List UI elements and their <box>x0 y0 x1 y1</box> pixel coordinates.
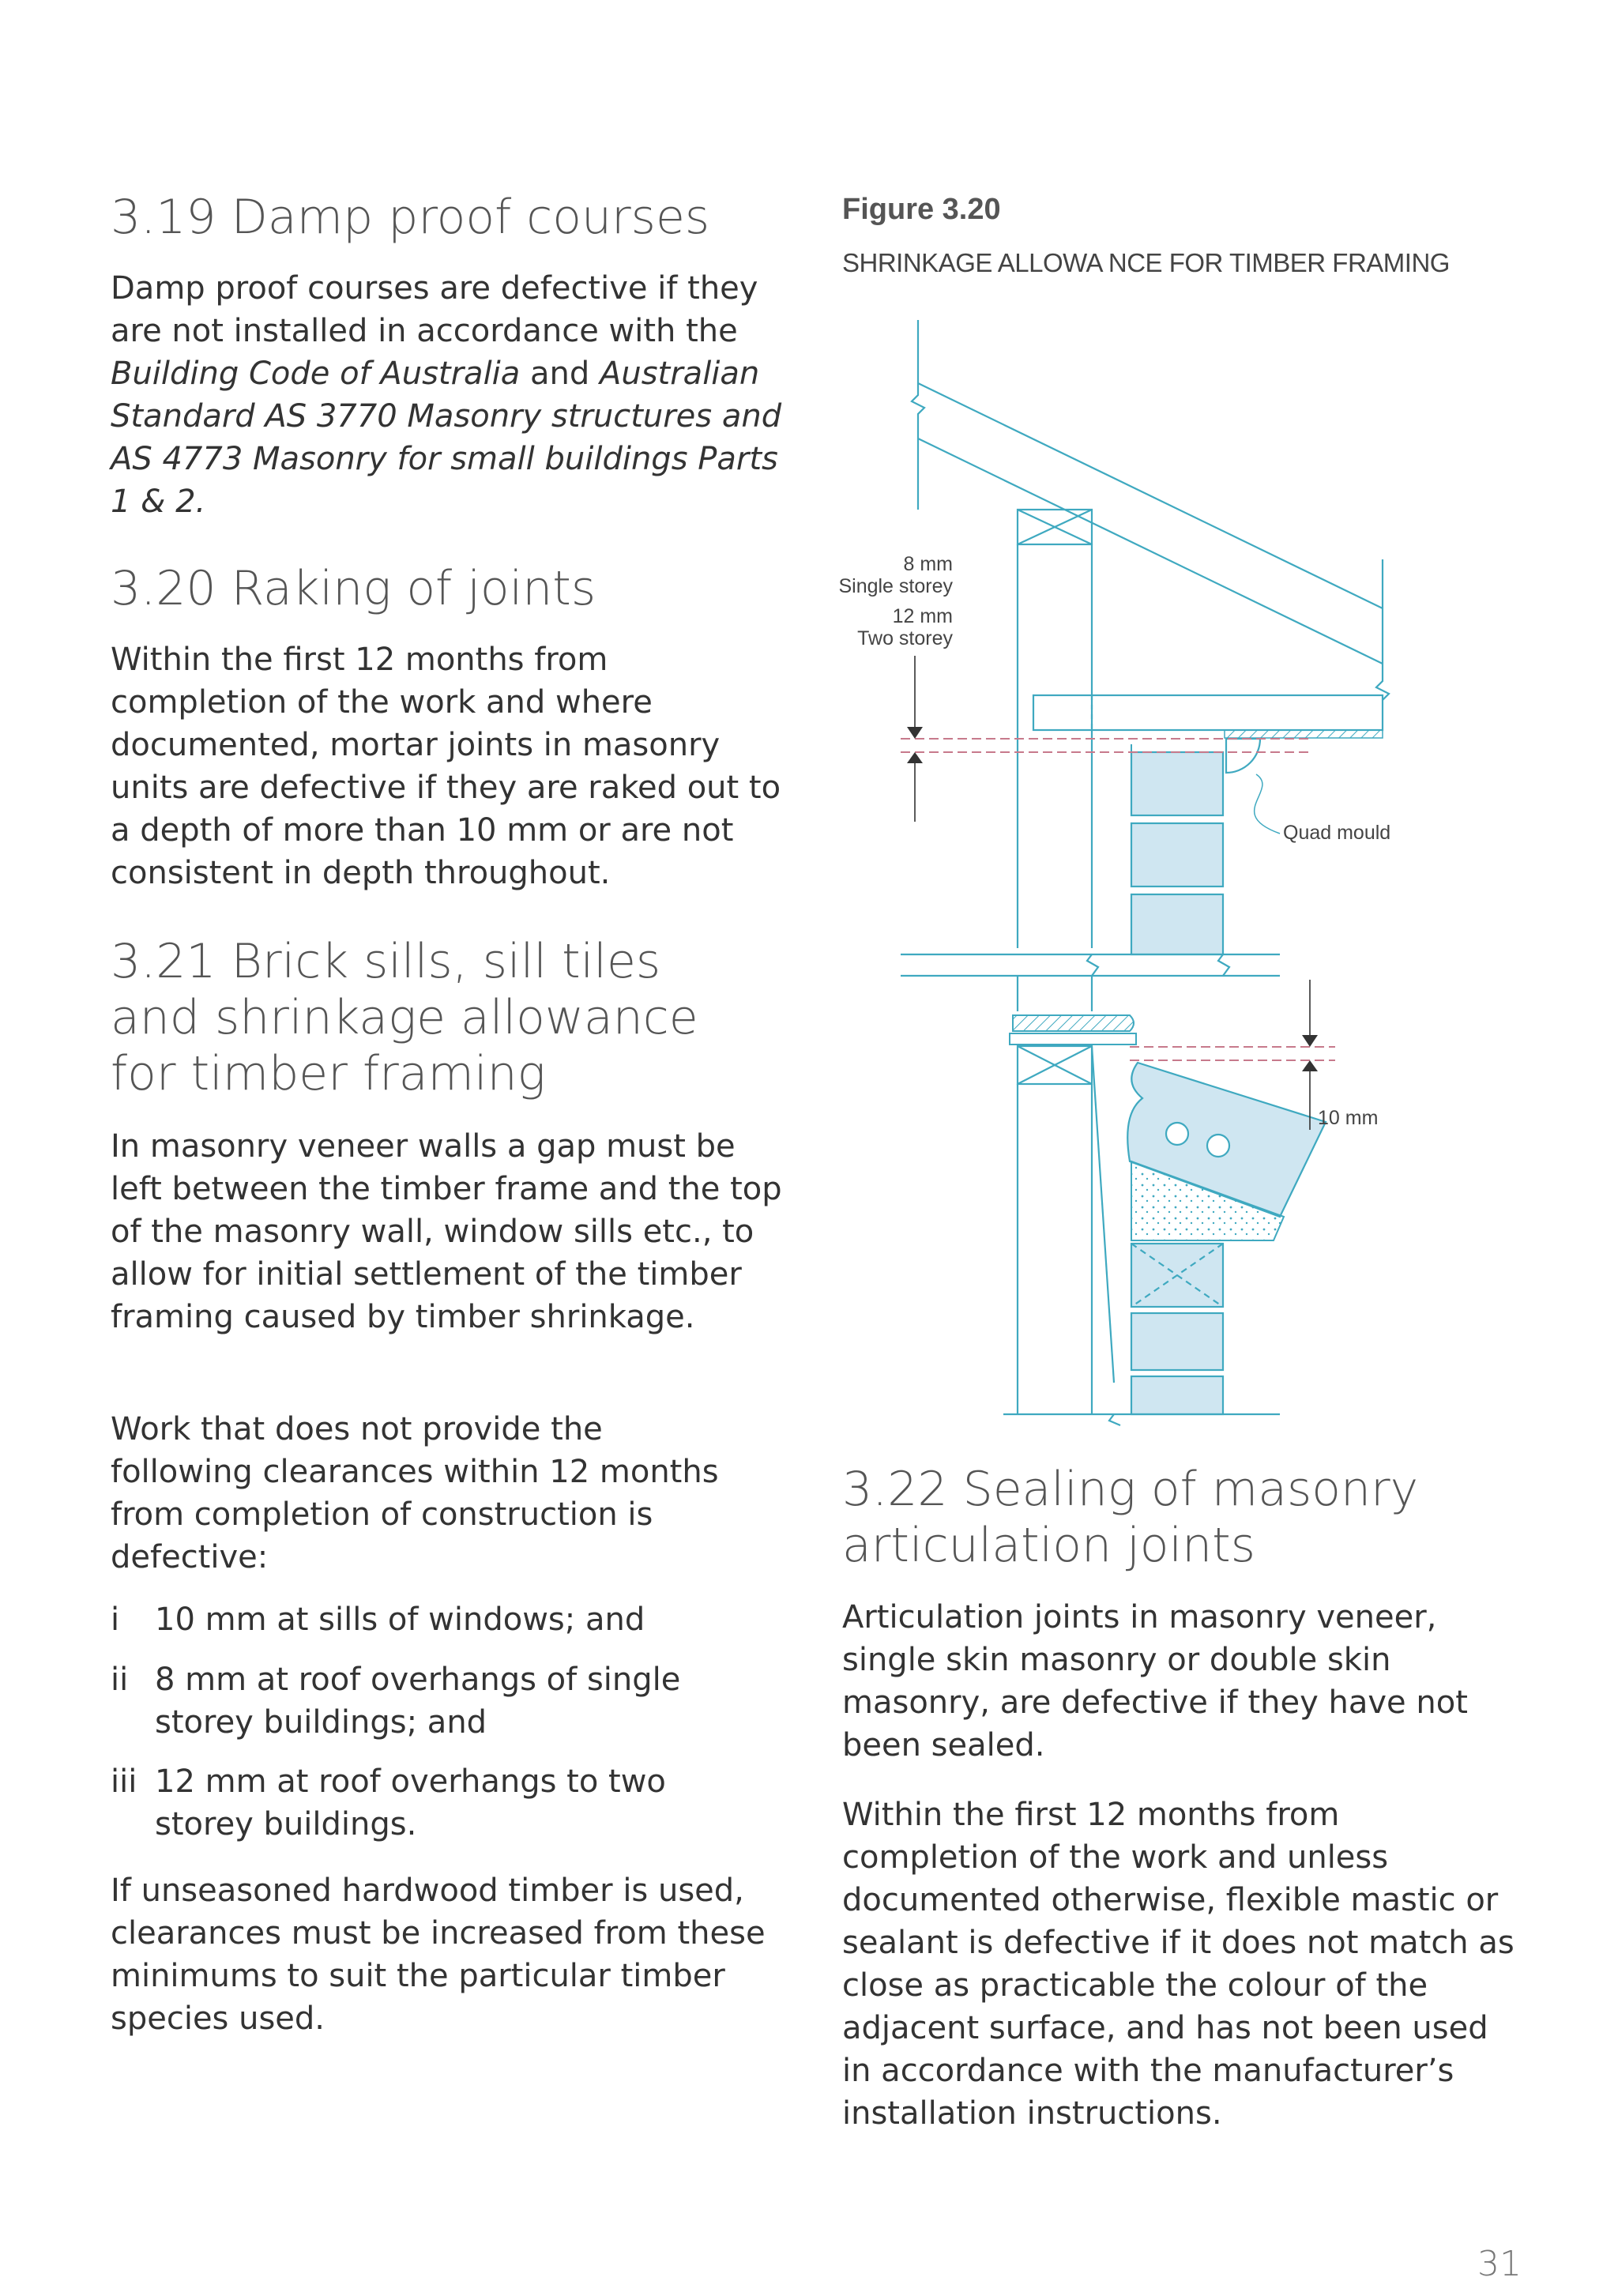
page-number: 31 <box>1477 2244 1522 2284</box>
sealing-paragraph-1: Articulation joints in masonry veneer, single skin masonry or double skin masonry, are defective if they have not been sealed. <box>842 1599 1468 1763</box>
heading-3-21: 3.21 Brick sills, sill tiles and shrinkage allowance for timber framing <box>111 934 698 1101</box>
upper-brickwork <box>1131 752 1223 954</box>
sill-gap-label: 10 mm <box>1318 1107 1379 1129</box>
raking-paragraph: Within the first 12 months from completion of the work and where documented, mortar joints in masonry units are defective if they are raked out to a depth of more than 10 mm or are not consistent in depth throughout. <box>111 642 781 891</box>
figure-title: SHRINKAGE ALLOWA NCE FOR TIMBER FRAMING <box>842 248 1450 277</box>
sill-trim <box>1010 1033 1136 1044</box>
shrinkage-paragraph-2: Work that does not provide the following clearances within 12 months from completion of construction is defective: <box>111 1411 719 1575</box>
heading-3-20: 3.20 Raking of joints <box>111 561 596 616</box>
lower-brickwork <box>1131 1244 1223 1414</box>
damp-proof-paragraph: Damp proof courses are defective if they are not installed in accordance with the Building Code of Australia and Australian Standard AS 3770 Masonry structures and AS 4773 Masonry for small buildings Parts 1 & 2. <box>111 270 782 520</box>
shrinkage-paragraph-3: If unseasoned hardwood timber is used, clearances must be increased from these minimums to suit the particular timber species used. <box>111 1873 766 2037</box>
quad-mould-label: Quad mould <box>1283 822 1391 844</box>
shrinkage-diagram <box>830 308 1398 1430</box>
shrinkage-paragraph-1: In masonry veneer walls a gap must be left between the timber frame and the top of the masonry wall, window sills etc., to allow for initial settlement of the timber framing caused by timber shrinkage. <box>111 1128 782 1335</box>
floor-band <box>901 954 1280 1011</box>
sealing-paragraph-2: Within the first 12 months from completion of the work and unless documented otherwise, flexible mastic or sealant is defective if it does not match as close as practicable the colour of the adjacent surface, and has not been used in accordance with the manufacturer’s installation instructions. <box>842 1797 1515 2132</box>
list-item: iii 12 mm at roof overhangs to two storey buildings. <box>111 1763 666 1842</box>
single-storey-mm-label: 8 mm <box>903 553 953 575</box>
quad-leader <box>1255 774 1280 834</box>
single-storey-label: Single storey <box>838 575 953 597</box>
two-storey-mm-label: 12 mm <box>892 605 953 627</box>
base-line <box>1003 1414 1280 1425</box>
quad-mould <box>1226 739 1260 773</box>
window-sill-timber <box>1013 1015 1134 1031</box>
eave-gap-dimension <box>901 656 1311 822</box>
lower-frame <box>1018 1046 1114 1414</box>
list-item: ii 8 mm at roof overhangs of single storey buildings; and <box>111 1662 681 1741</box>
heading-3-19: 3.19 Damp proof courses <box>111 190 710 245</box>
figure-label: Figure 3.20 <box>842 193 1001 226</box>
heading-3-22: 3.22 Sealing of masonry articulation joints <box>842 1462 1419 1573</box>
list-item: i 10 mm at sills of windows; and <box>111 1602 645 1638</box>
two-storey-label: Two storey <box>857 627 953 649</box>
eave-lining <box>1225 730 1383 738</box>
